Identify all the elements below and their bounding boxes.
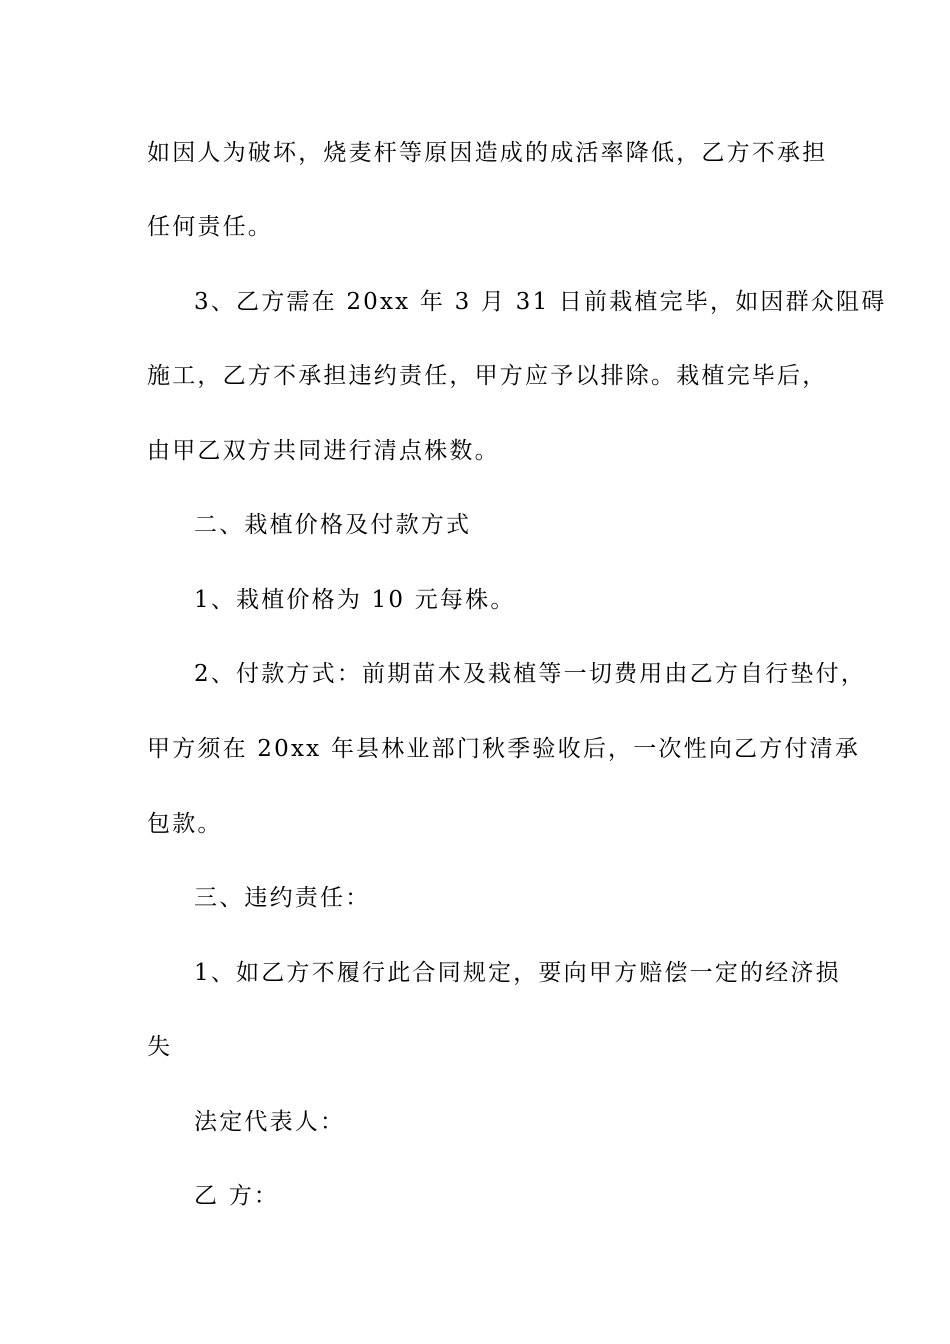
legal-representative-label: 法定代表人： [194,1109,346,1135]
section-heading-3: 三、违约责任： [194,885,371,911]
clause-line: 1、如乙方不履行此合同规定，要向甲方赔偿一定的经济损 [194,960,841,986]
paragraph-line: 任何责任。 [147,214,273,240]
paragraph-line: 由甲乙双方共同进行清点株数。 [147,438,500,464]
paragraph-line: 如因人为破坏，烧麦杆等原因造成的成活率降低，乙方不承担 [147,140,828,166]
paragraph-line: 施工，乙方不承担违约责任，甲方应予以排除。栽植完毕后， [147,363,828,389]
clause-line: 2、付款方式：前期苗木及栽植等一切费用由乙方自行垫付， [194,661,867,687]
clause-3-line: 3、乙方需在 20xx 年 3 月 31 日前栽植完毕，如因群众阻碍 [194,289,887,315]
party-b-label: 乙 方： [194,1183,280,1209]
section-heading-2: 二、栽植价格及付款方式 [194,512,472,538]
paragraph-line: 包款。 [147,811,223,837]
paragraph-line: 失 [147,1034,173,1060]
paragraph-line: 甲方须在 20xx 年县林业部门秋季验收后，一次性向乙方付清承 [147,736,861,762]
clause-line: 1、栽植价格为 10 元每株。 [194,587,516,613]
